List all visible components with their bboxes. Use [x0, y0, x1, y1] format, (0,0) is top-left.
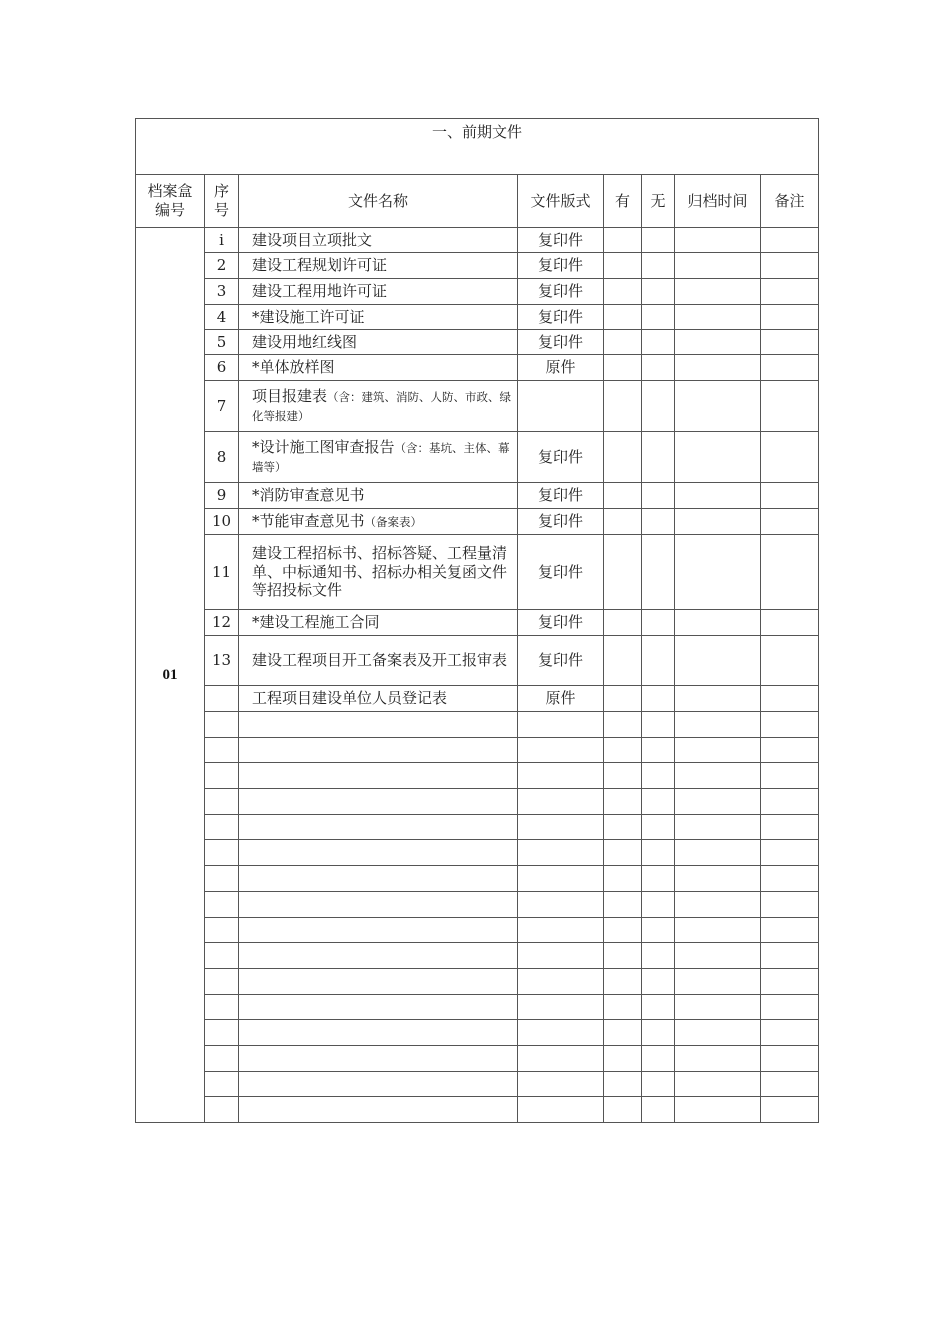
empty-cell — [239, 917, 518, 943]
table-row — [136, 636, 819, 686]
row-none — [642, 355, 675, 381]
row-file-format: 原件 — [518, 355, 604, 381]
table-row — [136, 355, 819, 381]
row-archive-time — [675, 355, 761, 381]
table-row-empty — [136, 866, 819, 892]
empty-cell — [604, 917, 642, 943]
empty-cell — [642, 866, 675, 892]
row-file-name — [239, 483, 518, 509]
row-seq: 11 — [205, 535, 239, 610]
row-seq: 3 — [205, 279, 239, 305]
empty-cell — [205, 891, 239, 917]
empty-cell — [761, 1045, 819, 1071]
empty-cell — [205, 789, 239, 815]
empty-cell — [642, 763, 675, 789]
empty-cell — [675, 737, 761, 763]
empty-cell — [761, 1097, 819, 1123]
row-has — [604, 610, 642, 636]
header-has: 有 — [604, 175, 642, 228]
row-file-format: 复印件 — [518, 610, 604, 636]
table-row — [136, 330, 819, 355]
row-has — [604, 381, 642, 432]
row-archive-time — [675, 483, 761, 509]
empty-cell — [518, 712, 604, 738]
row-has — [604, 509, 642, 535]
empty-cell — [518, 814, 604, 840]
row-has — [604, 686, 642, 712]
empty-cell — [518, 840, 604, 866]
empty-cell — [205, 814, 239, 840]
empty-cell — [239, 1045, 518, 1071]
empty-cell — [518, 917, 604, 943]
row-file-format: 复印件 — [518, 330, 604, 355]
empty-cell — [205, 1097, 239, 1123]
row-file-format: 复印件 — [518, 228, 604, 253]
empty-cell — [675, 763, 761, 789]
row-none — [642, 253, 675, 279]
empty-cell — [761, 840, 819, 866]
row-archive-time — [675, 686, 761, 712]
empty-cell — [205, 712, 239, 738]
table-row — [136, 535, 819, 610]
empty-cell — [642, 1071, 675, 1097]
empty-cell — [642, 1045, 675, 1071]
empty-cell — [205, 1071, 239, 1097]
row-file-format: 复印件 — [518, 509, 604, 535]
empty-cell — [604, 866, 642, 892]
row-archive-time — [675, 432, 761, 483]
file-name-text: *建设施工许可证 — [252, 307, 365, 326]
table-row-empty — [136, 917, 819, 943]
row-has — [604, 355, 642, 381]
row-archive-time — [675, 610, 761, 636]
file-name-text: 项目报建表 — [252, 387, 328, 406]
empty-cell — [675, 1097, 761, 1123]
row-file-name — [239, 228, 518, 253]
row-file-format: 复印件 — [518, 279, 604, 305]
empty-cell — [642, 712, 675, 738]
header-remark: 备注 — [761, 175, 819, 228]
empty-cell — [205, 866, 239, 892]
file-name-note: （含：建筑、消防、人防、市政、绿化等报建） — [252, 390, 512, 423]
empty-cell — [642, 1020, 675, 1046]
empty-cell — [239, 1020, 518, 1046]
empty-cell — [604, 1045, 642, 1071]
empty-cell — [205, 737, 239, 763]
empty-cell — [205, 763, 239, 789]
file-name-text: 建设工程项目开工备案表及开工报审表 — [252, 651, 508, 670]
table-row-empty — [136, 814, 819, 840]
empty-cell — [518, 1071, 604, 1097]
row-seq: 5 — [205, 330, 239, 355]
empty-cell — [604, 814, 642, 840]
row-file-format: 复印件 — [518, 432, 604, 483]
empty-cell — [518, 994, 604, 1020]
empty-cell — [518, 763, 604, 789]
table-row — [136, 432, 819, 483]
row-file-format: 复印件 — [518, 535, 604, 610]
row-file-format: 复印件 — [518, 636, 604, 686]
empty-cell — [239, 840, 518, 866]
empty-cell — [675, 968, 761, 994]
table-row-empty — [136, 1045, 819, 1071]
empty-cell — [675, 712, 761, 738]
row-has — [604, 535, 642, 610]
row-none — [642, 305, 675, 330]
row-has — [604, 483, 642, 509]
row-file-name — [239, 279, 518, 305]
empty-cell — [239, 712, 518, 738]
empty-cell — [518, 968, 604, 994]
row-file-name — [239, 253, 518, 279]
row-none — [642, 535, 675, 610]
empty-cell — [675, 840, 761, 866]
empty-cell — [642, 814, 675, 840]
row-remark — [761, 305, 819, 330]
row-seq: 12 — [205, 610, 239, 636]
empty-cell — [239, 814, 518, 840]
file-name-note: （含：基坑、主体、幕墙等） — [252, 441, 510, 474]
table-row — [136, 610, 819, 636]
file-name-text: *单体放样图 — [252, 358, 335, 377]
empty-cell — [239, 943, 518, 969]
file-name-text: 建设工程规划许可证 — [252, 256, 388, 275]
row-file-name — [239, 636, 518, 686]
table-row — [136, 279, 819, 305]
empty-cell — [239, 1097, 518, 1123]
row-has — [604, 253, 642, 279]
empty-cell — [239, 737, 518, 763]
row-remark — [761, 330, 819, 355]
empty-cell — [761, 1071, 819, 1097]
empty-cell — [604, 968, 642, 994]
empty-cell — [642, 789, 675, 815]
row-seq: 6 — [205, 355, 239, 381]
empty-cell — [239, 763, 518, 789]
row-seq: 10 — [205, 509, 239, 535]
empty-cell — [604, 840, 642, 866]
empty-cell — [761, 789, 819, 815]
empty-cell — [675, 891, 761, 917]
row-archive-time — [675, 253, 761, 279]
file-name-text: 建设工程用地许可证 — [252, 282, 388, 301]
row-seq: 2 — [205, 253, 239, 279]
empty-cell — [761, 917, 819, 943]
empty-cell — [518, 1020, 604, 1046]
empty-cell — [604, 737, 642, 763]
row-file-name — [239, 509, 518, 535]
row-archive-time — [675, 228, 761, 253]
empty-cell — [761, 737, 819, 763]
empty-cell — [642, 840, 675, 866]
row-none — [642, 610, 675, 636]
file-name-text: *建设工程施工合同 — [252, 613, 380, 632]
empty-cell — [518, 943, 604, 969]
empty-cell — [604, 943, 642, 969]
row-none — [642, 483, 675, 509]
empty-cell — [761, 994, 819, 1020]
empty-cell — [518, 1097, 604, 1123]
empty-cell — [761, 712, 819, 738]
row-archive-time — [675, 509, 761, 535]
row-none — [642, 279, 675, 305]
row-file-name — [239, 381, 518, 432]
empty-cell — [518, 737, 604, 763]
empty-cell — [205, 1045, 239, 1071]
file-name-text: 工程项目建设单位人员登记表 — [252, 689, 448, 708]
empty-cell — [761, 968, 819, 994]
box-number: 01 — [136, 228, 205, 1123]
empty-cell — [761, 943, 819, 969]
row-archive-time — [675, 330, 761, 355]
empty-cell — [205, 840, 239, 866]
row-remark — [761, 381, 819, 432]
row-file-name — [239, 355, 518, 381]
row-none — [642, 432, 675, 483]
empty-cell — [761, 814, 819, 840]
empty-cell — [675, 1020, 761, 1046]
header-seq: 序 号 — [205, 175, 239, 228]
empty-cell — [675, 994, 761, 1020]
row-has — [604, 330, 642, 355]
row-file-name — [239, 330, 518, 355]
row-seq — [205, 686, 239, 712]
empty-cell — [604, 1071, 642, 1097]
row-remark — [761, 686, 819, 712]
row-remark — [761, 636, 819, 686]
empty-cell — [675, 1071, 761, 1097]
row-seq: 4 — [205, 305, 239, 330]
file-name-text: 建设项目立项批文 — [252, 230, 373, 249]
table-row — [136, 686, 819, 712]
document-title: 一、前期文件 — [136, 119, 819, 175]
empty-cell — [205, 968, 239, 994]
empty-cell — [761, 763, 819, 789]
empty-cell — [675, 943, 761, 969]
row-seq: 13 — [205, 636, 239, 686]
empty-cell — [642, 943, 675, 969]
row-has — [604, 432, 642, 483]
row-remark — [761, 279, 819, 305]
empty-cell — [604, 789, 642, 815]
empty-cell — [239, 994, 518, 1020]
empty-cell — [604, 1020, 642, 1046]
table-row — [136, 381, 819, 432]
header-file-name: 文件名称 — [239, 175, 518, 228]
empty-cell — [205, 917, 239, 943]
header-file-format: 文件版式 — [518, 175, 604, 228]
empty-cell — [675, 1045, 761, 1071]
table-row — [136, 483, 819, 509]
empty-cell — [239, 891, 518, 917]
row-remark — [761, 432, 819, 483]
row-file-name — [239, 535, 518, 610]
empty-cell — [604, 891, 642, 917]
empty-cell — [518, 866, 604, 892]
empty-cell — [604, 763, 642, 789]
row-seq: 9 — [205, 483, 239, 509]
row-remark — [761, 355, 819, 381]
table-row-empty — [136, 712, 819, 738]
empty-cell — [761, 891, 819, 917]
empty-cell — [205, 943, 239, 969]
row-none — [642, 509, 675, 535]
row-none — [642, 686, 675, 712]
file-name-text: *节能审查意见书 — [252, 512, 365, 531]
empty-cell — [239, 866, 518, 892]
empty-cell — [518, 1045, 604, 1071]
row-remark — [761, 253, 819, 279]
row-file-format: 复印件 — [518, 305, 604, 330]
row-archive-time — [675, 381, 761, 432]
archive-table — [135, 118, 819, 1123]
empty-cell — [761, 1020, 819, 1046]
table-row-empty — [136, 943, 819, 969]
empty-cell — [761, 866, 819, 892]
row-file-format — [518, 381, 604, 432]
row-archive-time — [675, 305, 761, 330]
empty-cell — [642, 917, 675, 943]
empty-cell — [604, 994, 642, 1020]
header-archive-time: 归档时间 — [675, 175, 761, 228]
row-archive-time — [675, 279, 761, 305]
table-row — [136, 228, 819, 253]
file-name-text: 建设用地红线图 — [252, 332, 358, 351]
empty-cell — [675, 789, 761, 815]
empty-cell — [642, 737, 675, 763]
table-row-empty — [136, 994, 819, 1020]
header-box-number: 档案盒 编号 — [136, 175, 205, 228]
empty-cell — [518, 789, 604, 815]
empty-cell — [604, 1097, 642, 1123]
empty-cell — [239, 1071, 518, 1097]
row-file-format: 复印件 — [518, 253, 604, 279]
row-seq: 8 — [205, 432, 239, 483]
row-none — [642, 381, 675, 432]
row-remark — [761, 483, 819, 509]
row-seq: i — [205, 228, 239, 253]
row-file-name — [239, 432, 518, 483]
row-has — [604, 636, 642, 686]
row-remark — [761, 610, 819, 636]
row-archive-time — [675, 636, 761, 686]
row-none — [642, 228, 675, 253]
table-row — [136, 509, 819, 535]
row-archive-time — [675, 535, 761, 610]
empty-cell — [675, 917, 761, 943]
empty-cell — [604, 712, 642, 738]
empty-cell — [239, 789, 518, 815]
empty-cell — [205, 994, 239, 1020]
table-row-empty — [136, 737, 819, 763]
table-row-empty — [136, 1097, 819, 1123]
row-file-name — [239, 686, 518, 712]
empty-cell — [642, 1097, 675, 1123]
table-row-empty — [136, 1020, 819, 1046]
row-has — [604, 305, 642, 330]
empty-cell — [675, 814, 761, 840]
row-remark — [761, 228, 819, 253]
empty-cell — [239, 968, 518, 994]
table-row-empty — [136, 840, 819, 866]
empty-cell — [642, 891, 675, 917]
row-has — [604, 279, 642, 305]
empty-cell — [675, 866, 761, 892]
row-file-format: 复印件 — [518, 483, 604, 509]
row-remark — [761, 535, 819, 610]
row-file-format: 原件 — [518, 686, 604, 712]
empty-cell — [642, 968, 675, 994]
empty-cell — [518, 891, 604, 917]
table-row-empty — [136, 891, 819, 917]
table-row — [136, 305, 819, 330]
table-row-empty — [136, 789, 819, 815]
row-remark — [761, 509, 819, 535]
header-none: 无 — [642, 175, 675, 228]
file-name-text: *消防审查意见书 — [252, 486, 365, 505]
table-row-empty — [136, 763, 819, 789]
table-row-empty — [136, 968, 819, 994]
empty-cell — [642, 994, 675, 1020]
row-has — [604, 228, 642, 253]
row-file-name — [239, 610, 518, 636]
file-name-text: 建设工程招标书、招标答疑、工程量清单、中标通知书、招标办相关复函文件等招投标文件 — [252, 543, 508, 600]
file-name-text: *设计施工图审查报告 — [252, 438, 395, 457]
row-none — [642, 636, 675, 686]
row-none — [642, 330, 675, 355]
empty-cell — [205, 1020, 239, 1046]
row-file-name — [239, 305, 518, 330]
table-row — [136, 253, 819, 279]
table-row-empty — [136, 1071, 819, 1097]
file-name-note: （备案表） — [364, 515, 423, 530]
row-seq: 7 — [205, 381, 239, 432]
